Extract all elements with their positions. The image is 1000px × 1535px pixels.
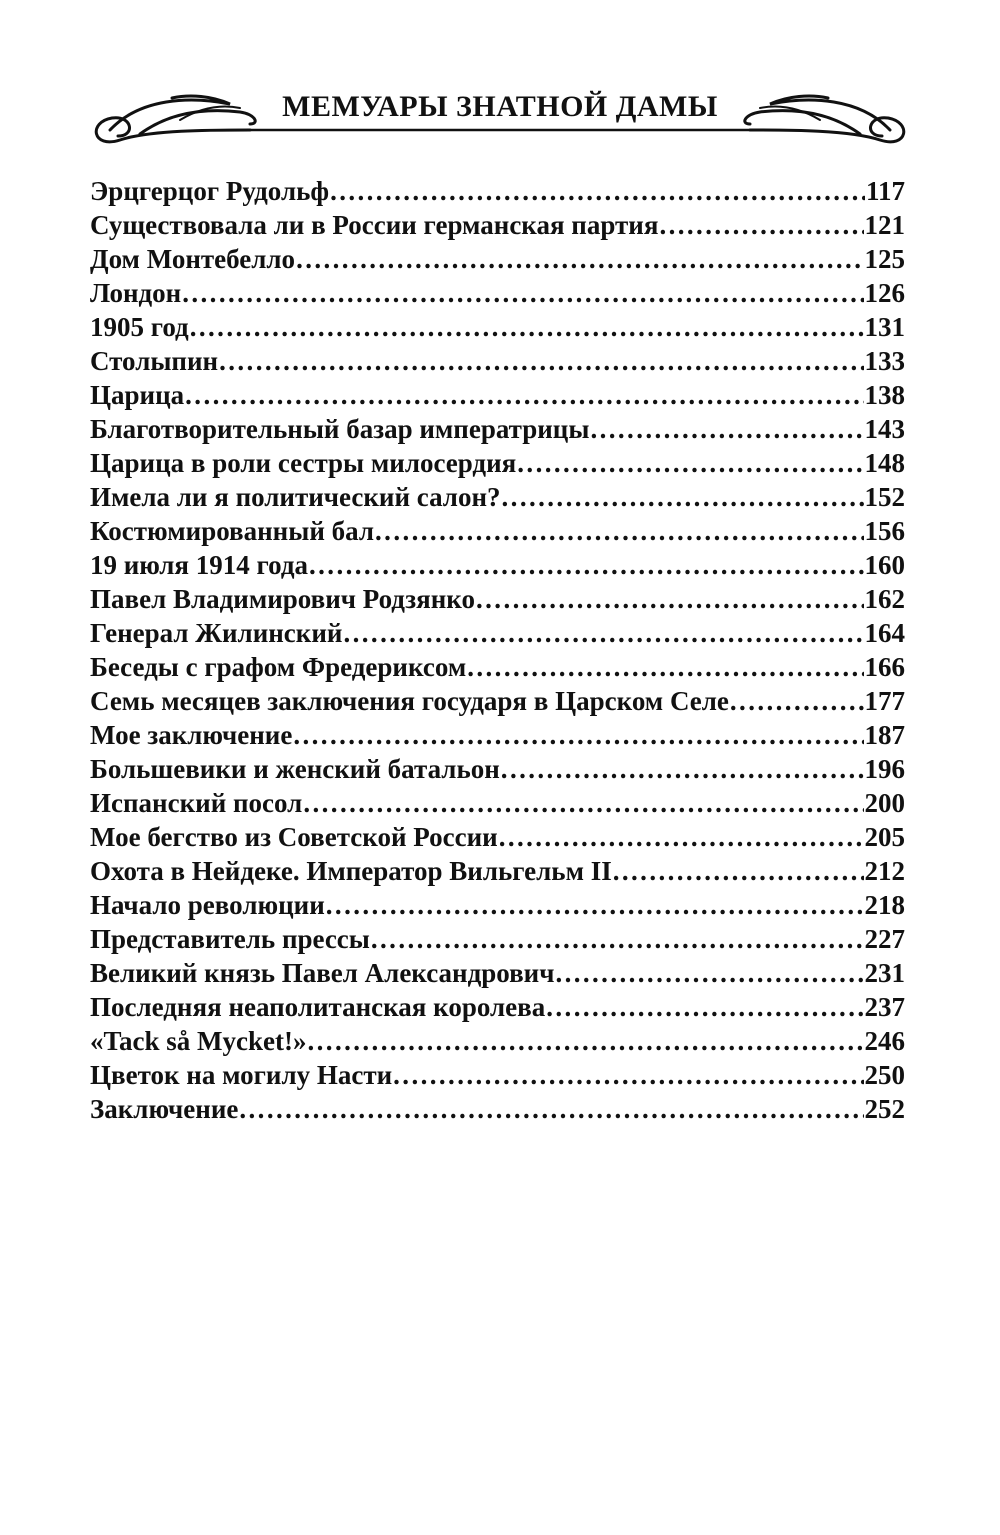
toc-entry-title: Существовала ли в России германская партия xyxy=(90,210,659,240)
toc-entry-page-number: 166 xyxy=(864,652,905,682)
running-header xyxy=(80,78,920,168)
toc-entry xyxy=(90,888,905,922)
toc-entry-page-number: 160 xyxy=(864,550,905,580)
dot-leader xyxy=(499,820,864,854)
toc-entry-page-number: 252 xyxy=(864,1094,905,1124)
toc-entry-title: Семь месяцев заключения государя в Царском Селе xyxy=(90,686,729,716)
toc-entry-title: «Tack så Mycket!» xyxy=(90,1026,307,1056)
toc-entry-title: Мое заключение xyxy=(90,720,293,750)
toc-entry-page-number: 152 xyxy=(864,482,905,512)
toc-entry xyxy=(90,1092,905,1126)
dot-leader xyxy=(185,378,863,412)
dot-leader xyxy=(239,1092,863,1126)
toc-entry-title: Мое бегство из Советской России xyxy=(90,822,498,852)
toc-entry-title: Царица в роли сестры милосердия xyxy=(90,448,517,478)
running-header-title: МЕМУАРЫ ЗНАТНОЙ ДАМЫ xyxy=(282,90,718,123)
toc-entry xyxy=(90,242,905,276)
toc-entry xyxy=(90,616,905,650)
toc-entry-page-number: 126 xyxy=(864,278,905,308)
toc-entry xyxy=(90,1058,905,1092)
toc-entry-page-number: 156 xyxy=(864,516,905,546)
toc-entry-page-number: 231 xyxy=(864,958,905,988)
toc-entry xyxy=(90,922,905,956)
toc-entry-title: Имела ли я политический салон? xyxy=(90,482,501,512)
toc-entry-page-number: 177 xyxy=(864,686,905,716)
toc-entry-title: Генерал Жилинский xyxy=(90,618,343,648)
toc-entry-page-number: 187 xyxy=(864,720,905,750)
toc-entry xyxy=(90,820,905,854)
toc-entry-page-number: 246 xyxy=(864,1026,905,1056)
toc-entry xyxy=(90,344,905,378)
toc-entry-title: Царица xyxy=(90,380,185,410)
dot-leader xyxy=(190,310,864,344)
toc-entry-page-number: 162 xyxy=(864,584,905,614)
toc-entry xyxy=(90,276,905,310)
dot-leader xyxy=(371,922,864,956)
toc-entry xyxy=(90,208,905,242)
toc-entry-page-number: 196 xyxy=(864,754,905,784)
toc-entry-title: 1905 год xyxy=(90,312,189,342)
toc-entry-title: Охота в Нейдеке. Император Вильгельм II xyxy=(90,856,612,886)
dot-leader xyxy=(659,208,863,242)
toc-entry-page-number: 250 xyxy=(864,1060,905,1090)
toc-entry xyxy=(90,412,905,446)
toc-entry xyxy=(90,378,905,412)
toc-entry-title: Представитель прессы xyxy=(90,924,370,954)
toc-entry-title: Столыпин xyxy=(90,346,219,376)
toc-entry xyxy=(90,1024,905,1058)
toc-entry-title: Костюмированный бал xyxy=(90,516,375,546)
dot-leader xyxy=(555,956,863,990)
toc-entry-title: Лондон xyxy=(90,278,182,308)
toc-entry-title: Заключение xyxy=(90,1094,239,1124)
table-of-contents xyxy=(90,174,905,1126)
dot-leader xyxy=(546,990,863,1024)
toc-entry-title: Эрцгерцог Рудольф xyxy=(90,176,330,206)
toc-entry xyxy=(90,310,905,344)
toc-entry-title: Великий князь Павел Александрович xyxy=(90,958,555,988)
toc-entry-title: Цветок на могилу Насти xyxy=(90,1060,393,1090)
toc-entry-title: 19 июля 1914 года xyxy=(90,550,308,580)
dot-leader xyxy=(343,616,863,650)
toc-entry-page-number: 227 xyxy=(864,924,905,954)
toc-entry xyxy=(90,174,905,208)
toc-entry xyxy=(90,854,905,888)
toc-entry xyxy=(90,650,905,684)
dot-leader xyxy=(296,242,863,276)
toc-entry-page-number: 164 xyxy=(864,618,905,648)
dot-leader xyxy=(219,344,863,378)
toc-entry xyxy=(90,718,905,752)
toc-entry xyxy=(90,548,905,582)
toc-entry-page-number: 212 xyxy=(864,856,905,886)
toc-entry xyxy=(90,684,905,718)
toc-entry-page-number: 131 xyxy=(864,312,905,342)
dot-leader xyxy=(517,446,863,480)
toc-entry xyxy=(90,786,905,820)
toc-entry-page-number: 121 xyxy=(864,210,905,240)
dot-leader xyxy=(501,752,864,786)
dot-leader xyxy=(590,412,863,446)
dot-leader xyxy=(476,582,864,616)
toc-entry-title: Дом Монтебелло xyxy=(90,244,296,274)
dot-leader xyxy=(309,548,864,582)
toc-entry-title: Павел Владимирович Родзянко xyxy=(90,584,475,614)
dot-leader xyxy=(326,888,864,922)
dot-leader xyxy=(393,1058,863,1092)
dot-leader xyxy=(467,650,863,684)
toc-entry xyxy=(90,446,905,480)
dot-leader xyxy=(182,276,863,310)
toc-entry-page-number: 200 xyxy=(864,788,905,818)
toc-entry-page-number: 117 xyxy=(865,176,905,206)
toc-entry-title: Испанский посол xyxy=(90,788,303,818)
toc-entry xyxy=(90,582,905,616)
toc-entry-title: Благотворительный базар императрицы xyxy=(90,414,590,444)
toc-entry xyxy=(90,990,905,1024)
toc-entry xyxy=(90,514,905,548)
toc-entry-page-number: 133 xyxy=(864,346,905,376)
toc-entry-page-number: 205 xyxy=(864,822,905,852)
toc-entry-page-number: 138 xyxy=(864,380,905,410)
toc-entry-title: Большевики и женский батальон xyxy=(90,754,500,784)
dot-leader xyxy=(375,514,863,548)
toc-entry-title: Последняя неаполитанская королева xyxy=(90,992,546,1022)
toc-entry-page-number: 143 xyxy=(864,414,905,444)
toc-entry-title: Начало революции xyxy=(90,890,325,920)
dot-leader xyxy=(293,718,863,752)
toc-entry-page-number: 218 xyxy=(864,890,905,920)
toc-entry xyxy=(90,956,905,990)
toc-entry xyxy=(90,752,905,786)
toc-entry-title: Беседы с графом Фредериксом xyxy=(90,652,467,682)
dot-leader xyxy=(308,1024,864,1058)
toc-entry-page-number: 148 xyxy=(864,448,905,478)
toc-entry-page-number: 125 xyxy=(864,244,905,274)
dot-leader xyxy=(330,174,865,208)
dot-leader xyxy=(730,684,864,718)
dot-leader xyxy=(613,854,864,888)
dot-leader xyxy=(303,786,863,820)
toc-entry xyxy=(90,480,905,514)
toc-entry-page-number: 237 xyxy=(864,992,905,1022)
dot-leader xyxy=(502,480,864,514)
